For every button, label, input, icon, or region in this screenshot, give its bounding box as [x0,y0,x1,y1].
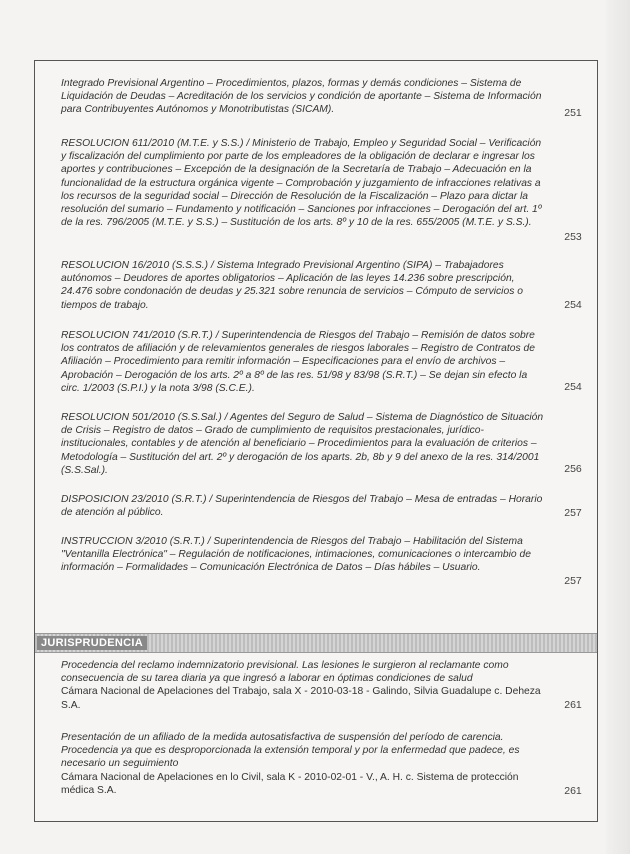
case-court: Cámara Nacional de Apelaciones en lo Civil, sala K - 2010-02-01 - V., A. H. c. Sistema de protección médica S.A. [61,771,519,796]
scan-edge [606,0,630,854]
entry-text: RESOLUCION 741/2010 (S.R.T.) / Superintendencia de Riesgos del Trabajo – Remisión de datos sobre los contratos de afiliación y de relevamientos generales de riesgos laborales – Registro de Contratos de Afiliación – Procedimiento para remitir información – Especificaciones para el envío de archivos – Aprobación – Derogación de los arts. 2º a 8º de las res. 51/98 y 83/98 (S.R.T.) – Se dejan sin efecto la circ. 1/2003 (S.P.I.) y la nota 3/98 (S.C.E.). [61,330,535,394]
index-entry [61,493,582,519]
section-title: JURISPRUDENCIA [37,636,147,650]
case-court: Cámara Nacional de Apelaciones del Trabajo, sala X - 2010-03-18 - Galindo, Silvia Guadalupe c. Deheza S.A. [61,686,541,711]
page-number: 254 [564,299,582,311]
case-summary: Presentación de un afiliado de la medida autosatisfactiva de suspensión del período de carencia. Procedencia ya que es desproporcionada la extensión temporal y por la enfermedad que padece, es necesario un seguimiento [61,732,520,770]
entry-text: RESOLUCION 501/2010 (S.S.Sal.) / Agentes del Seguro de Salud – Sistema de Diagnóstico de Situación de Crisis – Registro de datos – Grado de cumplimiento de requisitos prestacionales, jurídico-institucionales, contables y de atención al beneficiario – Procedimientos para la evaluación de criterios – Metodología – Sustitución del art. 2º y derogación de los aparts. 2b, 8b y 9 del anexo de la res. 314/2001 (S.S.Sal.). [61,412,544,476]
index-entry [61,259,582,312]
page-number: 254 [564,381,582,393]
page-number: 261 [564,699,582,711]
entry-text: INSTRUCCION 3/2010 (S.R.T.) / Superintendencia de Riesgos del Trabajo – Habilitación del Sistema "Ventanilla Electrónica" – Regulación de notificaciones, intimaciones, comunicaciones o intercambio de información – Formalidades – Comunicación Electrónica de Datos – Días hábiles – Usuario. [61,536,531,574]
index-entry [61,137,582,243]
page-number: 256 [564,463,582,475]
case-summary: Procedencia del reclamo indemnizatorio previsional. Las lesiones le surgieron al reclamante como consecuencia de su tarea diaria ya que ingresó a laborar en óptimas condiciones de salud [61,660,509,685]
page-number: 253 [564,231,582,243]
case-entry [61,731,582,797]
entry-text: Integrado Previsional Argentino – Procedimientos, plazos, formas y demás condiciones – Sistema de Liquidación de Deudas – Acreditación de los servicios y condición de aportante – Sistema de Información para Contribuyentes Autónomos y Monotributistas (SICAM). [61,78,542,116]
index-entry [61,77,582,119]
entry-text: DISPOSICION 23/2010 (S.R.T.) / Superintendencia de Riesgos del Trabajo – Mesa de entradas – Horario de atención al público. [61,494,543,519]
index-entry [61,535,582,587]
page-number: 261 [564,785,582,797]
index-entry [61,329,582,395]
case-entry [61,659,582,712]
index-entry [61,411,582,477]
entry-text: RESOLUCION 16/2010 (S.S.S.) / Sistema Integrado Previsional Argentino (SIPA) – Trabajadores autónomos – Deudores de aportes obligatorios – Aplicación de las leyes 14.236 sobre prescripción, 24.476 sobre condonación de deudas y 25.321 sobre renuncia de servicios – Cómputo de servicios o tiempos de trabajo. [61,260,523,311]
page-number: 257 [564,575,582,587]
page-number: 251 [564,107,582,119]
page-number: 257 [564,507,582,519]
section-header [35,633,597,653]
entry-text: RESOLUCION 611/2010 (M.T.E. y S.S.) / Ministerio de Trabajo, Empleo y Seguridad Social – Verificación y fiscalización del cumplimiento por parte de los empleadores de la obligación de declarar e ingresar los aportes y contribuciones – Excepción de la designación de la Secretaría de Trabajo – Adecuación en la funcionalidad de la estructura orgánica vigente – Comprobación y juzgamiento de infracciones relativas a los recursos de la seguridad social – Dirección de Resolución de la Fiscalización – Plazo para dictar la resolución del sumario – Fundamento y notificación – Sanciones por infracciones – Derogación del art. 1º de la res. 796/2005 (M.T.E. y S.S.) – Sustitución de los arts. 8º y 10 de la res. 655/2005 (M.T.E. y S.S.). [61,138,542,229]
index-frame [34,60,598,822]
